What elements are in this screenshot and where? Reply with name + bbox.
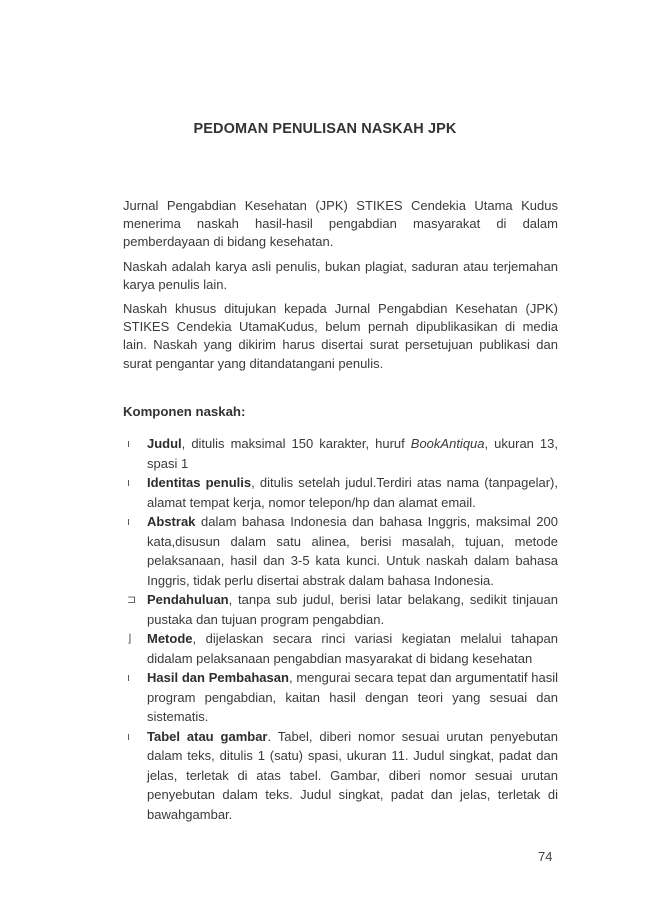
item-term: Identitas penulis (147, 475, 252, 491)
item-text: dalam bahasa Indonesia dan bahasa Inggris, maksimal 200 kata,disusun dalam satu alinea, berisi masalah, tujuan, metode pelaksanaan, hasil dan 3-5 kata kunci. Untuk naskah dalam bahasa Inggris, tidak perlu disertai abstrak dalam bahasa Indonesia. (147, 514, 558, 588)
originality-paragraph: Naskah adalah karya asli penulis, bukan plagiat, saduran atau terjemahan karya penulis lain. (123, 258, 558, 292)
item-text: . Tabel, diberi nomor sesuai urutan penyebutan dalam teks, ditulis 1 (satu) spasi, ukuran 11. Judul singkat, padat dan jelas, terletak di atas tabel. Gambar, diberi nomor sesuai urutan penyebutan dalam teks. Judul singkat, padat dan jelas, terletak di bawahgambar. (147, 728, 558, 822)
item-term: Metode (147, 631, 193, 647)
component-list (123, 434, 558, 824)
item-term: Judul (147, 436, 182, 452)
item-text: , ditulis maksimal 150 karakter, huruf (181, 436, 411, 452)
bullet-icon: ı (127, 671, 131, 685)
item-text: , ditulis setelah judul.Terdiri atas nama (tanpagelar), alamat tempat kerja, nomor telepon/hp dan alamat email. (147, 475, 558, 510)
item-term: Tabel atau gambar (147, 728, 268, 744)
page-title: PEDOMAN PENULISAN NASKAH JPK (193, 121, 457, 137)
section-heading: Komponen naskah: (123, 403, 246, 419)
page-number: 74 (538, 849, 553, 864)
submission-paragraph: Naskah khusus ditujukan kepada Jurnal Pengabdian Kesehatan (JPK) STIKES Cendekia UtamaKudus, belum pernah dipublikasikan di media lain. Naskah yang dikirim harus disertai surat persetujuan publikasi dan surat pengantar yang ditandatangani penulis. (123, 301, 558, 371)
list-item-judul (123, 434, 558, 473)
list-item-pendahuluan (123, 590, 558, 629)
bullet-icon: ⌋ (127, 632, 132, 646)
intro-paragraph: Jurnal Pengabdian Kesehatan (JPK) STIKES Cendekia Utama Kudus menerima naskah hasil-hasil pengabdian masyarakat di dalam pemberdayaan di bidang kesehatan. (123, 198, 558, 250)
item-term: Hasil dan Pembahasan (147, 670, 289, 686)
item-term: Pendahuluan (147, 592, 229, 608)
item-italic: BookAntiqua (410, 436, 485, 452)
item-text-after: , ukuran 13, spasi 1 (147, 436, 559, 471)
list-item-identitas-penulis (123, 473, 558, 512)
item-term: Abstrak (147, 514, 196, 530)
list-item-abstrak (123, 512, 558, 590)
bullet-icon: ı (127, 476, 131, 490)
document-body (123, 197, 558, 824)
list-item-metode (123, 629, 558, 668)
list-item-tabel-gambar (123, 727, 558, 825)
bullet-icon: ⊐ (127, 593, 137, 607)
bullet-icon: ı (127, 729, 131, 743)
bullet-icon: ı (127, 515, 131, 529)
bullet-icon: ı (127, 437, 131, 451)
item-text: , mengurai secara tepat dan argumentatif hasil program pengabdian, kaitan hasil dengan teori yang sesuai dan sistematis. (147, 670, 558, 725)
item-text: , tanpa sub judul, berisi latar belakang, sedikit tinjauan pustaka dan tujuan program pengabdian. (147, 592, 558, 627)
item-text: , dijelaskan secara rinci variasi kegiatan melalui tahapan didalam pelaksanaan pengabdian masyarakat di bidang kesehatan (147, 631, 558, 666)
list-item-hasil-pembahasan (123, 668, 558, 727)
